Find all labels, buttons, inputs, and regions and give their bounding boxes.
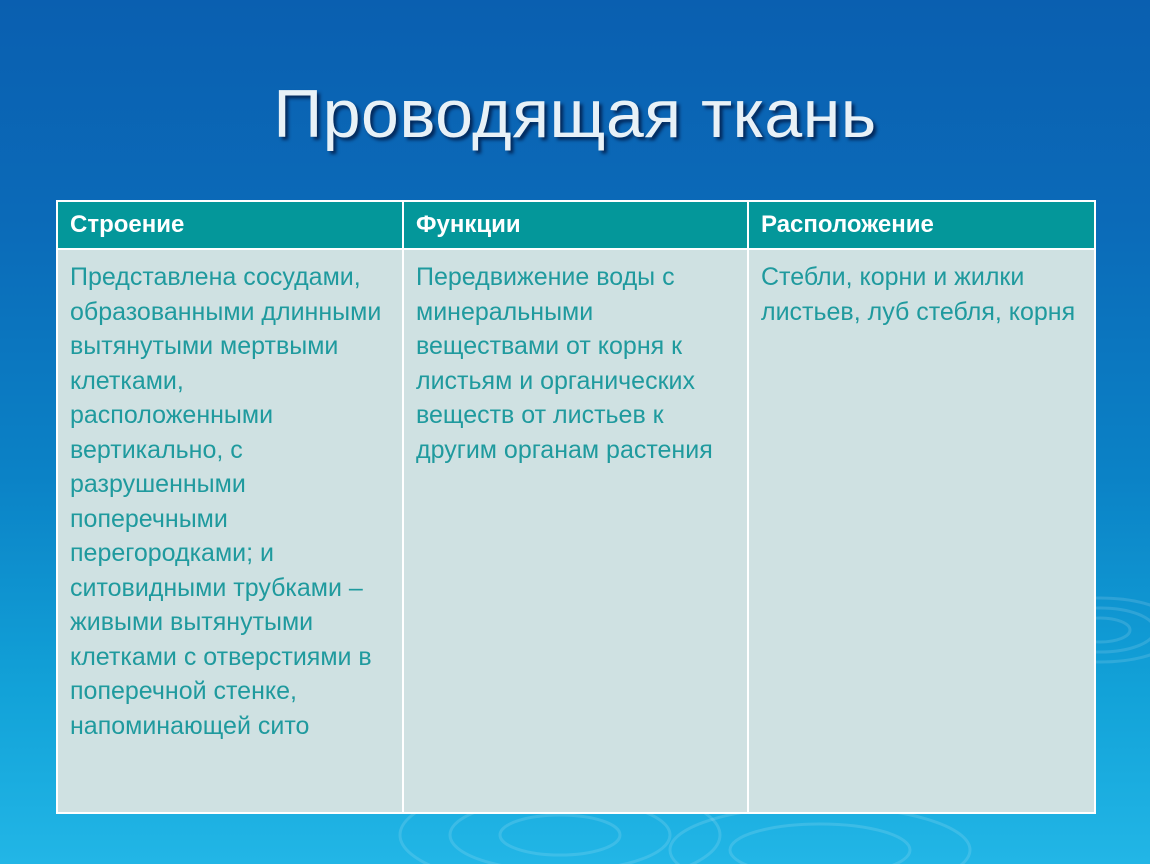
- header-location: Расположение: [748, 201, 1095, 249]
- header-functions: Функции: [403, 201, 748, 249]
- header-structure: Строение: [57, 201, 403, 249]
- table-row: [57, 249, 1095, 813]
- cell-functions: Передвижение воды с минеральными веществами от корня к листьям и органических веществ от листьев к другим органам растения: [403, 249, 748, 813]
- cell-location: Стебли, корни и жилки листьев, луб стебля, корня: [748, 249, 1095, 813]
- table-header-row: [57, 201, 1095, 249]
- cell-structure: Представлена сосудами, образованными длинными вытянутыми мертвыми клетками, расположенными вертикально, с разрушенными поперечными перегородками; и ситовидными трубками – живыми вытянутыми клетками с отверстиями в поперечной стенке, напоминающей сито: [57, 249, 403, 813]
- slide-title: Проводящая ткань: [273, 76, 877, 152]
- tissue-table: [56, 200, 1096, 814]
